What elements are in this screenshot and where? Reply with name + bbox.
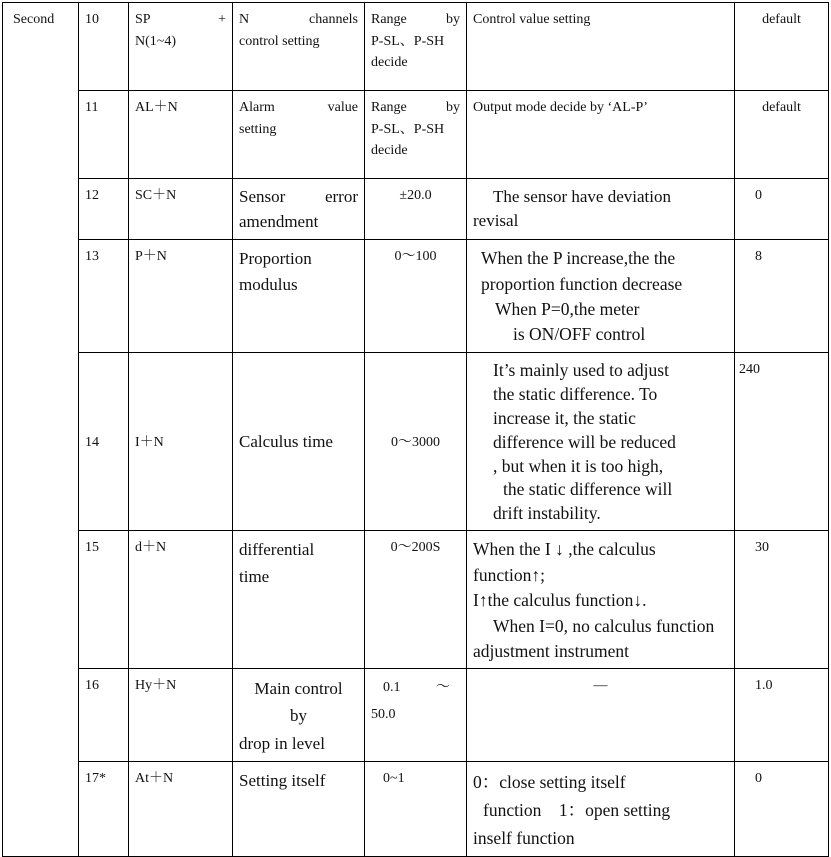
row-number: 10 — [79, 3, 129, 91]
param-description: When the I ↓ ,the calculus function↑; I↑the calculus function↓. When I=0, no calculus function adjustment instrument — [467, 531, 735, 669]
param-description: 0：close setting itself function 1：open setting inself function — [467, 761, 735, 856]
param-default: default — [735, 91, 829, 179]
param-default: 1.0 — [735, 669, 829, 762]
table-row-15 — [3, 531, 829, 669]
param-code — [129, 3, 233, 91]
param-name: Main control by drop in level — [233, 669, 365, 762]
param-range: Range by P-SL、P-SH decide — [365, 91, 467, 179]
table-row-14 — [3, 352, 829, 531]
table-row-12 — [3, 179, 829, 240]
param-code-part: + — [218, 12, 226, 27]
param-default: 0 — [735, 179, 829, 240]
param-name: Alarm value setting — [233, 91, 365, 179]
param-description: The sensor have deviation revisal — [467, 179, 735, 240]
table-row-11 — [3, 91, 829, 179]
table-row-13 — [3, 240, 829, 353]
table-row-17 — [3, 761, 829, 856]
param-description: When the P increase,the the proportion function decrease When P=0,the meter is ON/OFF control — [467, 240, 735, 353]
param-description: Control value setting — [467, 3, 735, 91]
row-number: 11 — [79, 91, 129, 179]
param-code-part: N(1~4) — [135, 33, 177, 49]
param-description: Output mode decide by ‘AL-P’ — [467, 91, 735, 179]
param-code: AL＋N — [129, 91, 233, 179]
param-code: At＋N — [129, 761, 233, 856]
section-label: Second — [3, 3, 79, 857]
param-range: 0～200S — [365, 531, 467, 669]
row-number: 15 — [79, 531, 129, 669]
param-range: ±20.0 — [365, 179, 467, 240]
param-range: 0～3000 — [365, 352, 467, 531]
param-code: I＋N — [129, 352, 233, 531]
param-name: Sensor error amendment — [233, 179, 365, 240]
parameter-table — [2, 2, 829, 857]
param-default: 8 — [735, 240, 829, 353]
param-description: It’s mainly used to adjust the static difference. To increase it, the static difference will be reduced , but when it is too high, the static difference will drift instability. — [467, 352, 735, 531]
param-name: differential time — [233, 531, 365, 669]
param-range: 0~1 — [365, 761, 467, 856]
param-code: SC＋N — [129, 179, 233, 240]
param-code: P＋N — [129, 240, 233, 353]
row-number: 17* — [79, 761, 129, 856]
param-range: 0.1 ～ 50.0 — [365, 669, 467, 762]
row-number: 16 — [79, 669, 129, 762]
param-default: 0 — [735, 761, 829, 856]
row-number: 14 — [79, 352, 129, 531]
param-description: — — [467, 669, 735, 762]
table-row-16 — [3, 669, 829, 762]
param-code: Hy＋N — [129, 669, 233, 762]
param-range: Range by P-SL、P-SH decide — [365, 3, 467, 91]
param-name: Calculus time — [233, 352, 365, 531]
row-number: 13 — [79, 240, 129, 353]
param-default: 240 — [735, 352, 829, 531]
row-number: 12 — [79, 179, 129, 240]
param-default: default — [735, 3, 829, 91]
param-code-part: SP — [135, 12, 151, 27]
param-name: Setting itself — [233, 761, 365, 856]
param-default: 30 — [735, 531, 829, 669]
param-range: 0～100 — [365, 240, 467, 353]
param-code: d＋N — [129, 531, 233, 669]
param-name: N channels control setting — [233, 3, 365, 91]
param-name: Proportion modulus — [233, 240, 365, 353]
table-row-10 — [3, 3, 829, 91]
